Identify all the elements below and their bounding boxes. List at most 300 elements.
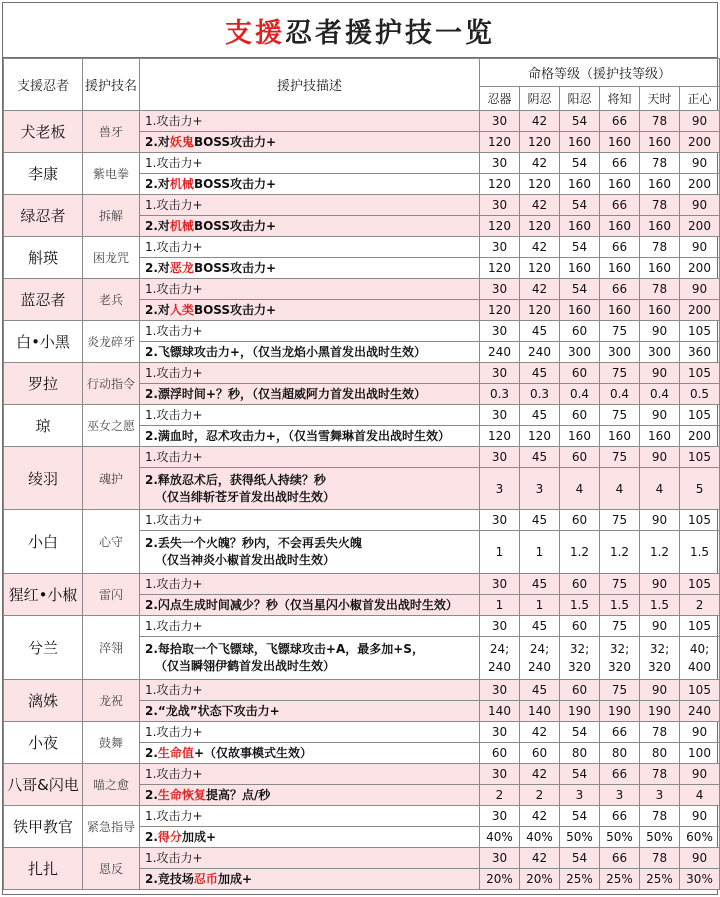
level-value: 1.5 — [640, 595, 680, 616]
level-value: 90 — [680, 237, 720, 258]
skill-description — [140, 111, 480, 132]
skill-description — [140, 384, 480, 405]
description-text: BOSS攻击力+ — [193, 260, 277, 275]
ninja-name: 李康 — [4, 153, 83, 195]
description-text: 1.攻击力+ — [145, 113, 203, 128]
level-value: 240 — [480, 342, 520, 363]
header-level-5: 正心 — [680, 87, 720, 111]
level-value: 42 — [520, 237, 560, 258]
title-part2: 忍者援护技一览 — [285, 17, 495, 49]
level-value: 54 — [560, 806, 600, 827]
highlight-text: 忍币 — [193, 871, 218, 886]
level-value: 30 — [480, 510, 520, 531]
level-value: 4 — [560, 468, 600, 510]
level-value: 360 — [680, 342, 720, 363]
skill-name: 鼓舞 — [83, 722, 140, 764]
ninja-name: 小白 — [4, 510, 83, 574]
skill-description — [140, 827, 480, 848]
ninja-name: 扎扎 — [4, 848, 83, 890]
description-text: 2.对 — [145, 134, 170, 149]
level-value: 42 — [520, 279, 560, 300]
level-value: 1 — [520, 595, 560, 616]
level-value: 160 — [560, 132, 600, 153]
level-value: 30 — [480, 405, 520, 426]
level-value: 1.2 — [560, 531, 600, 574]
description-text: 2.竞技场 — [145, 871, 194, 886]
skill-description — [140, 722, 480, 743]
ninja-name: 兮兰 — [4, 616, 83, 680]
skill-name: 雷闪 — [83, 574, 140, 616]
level-value: 90 — [680, 279, 720, 300]
description-text: 2.丢失一个火魄？秒内，不会再丢失火魄 — [145, 536, 362, 550]
level-value: 30% — [680, 869, 720, 890]
level-value: 100 — [680, 743, 720, 764]
level-value: 50% — [600, 827, 640, 848]
level-value: 45 — [520, 680, 560, 701]
level-value: 32; 320 — [600, 637, 640, 680]
skill-description — [140, 447, 480, 468]
level-value: 4 — [600, 468, 640, 510]
table-row — [4, 405, 720, 426]
description-text: 1.攻击力+ — [145, 682, 203, 697]
header-level-group: 命格等级（援护技等级） — [480, 59, 720, 87]
ninja-name: 琼 — [4, 405, 83, 447]
level-value: 60 — [560, 510, 600, 531]
level-value: 160 — [560, 216, 600, 237]
skill-description — [140, 216, 480, 237]
table-row — [4, 574, 720, 595]
level-value: 60 — [560, 680, 600, 701]
table-row — [4, 111, 720, 132]
level-value: 42 — [520, 722, 560, 743]
level-value: 45 — [520, 574, 560, 595]
description-text: BOSS攻击力+ — [193, 302, 277, 317]
level-value: 240 — [520, 342, 560, 363]
level-value: 80 — [640, 743, 680, 764]
ninja-name: 罗拉 — [4, 363, 83, 405]
level-value: 160 — [560, 300, 600, 321]
highlight-text: 妖鬼 — [169, 134, 194, 149]
table-row — [4, 848, 720, 869]
skill-description — [140, 764, 480, 785]
level-value: 45 — [520, 321, 560, 342]
description-text: 1.攻击力+ — [145, 155, 203, 170]
skill-description — [140, 426, 480, 447]
skill-description — [140, 680, 480, 701]
skill-description — [140, 279, 480, 300]
level-value: 160 — [600, 426, 640, 447]
level-value: 160 — [600, 258, 640, 279]
level-value: 105 — [680, 510, 720, 531]
support-skill-table — [3, 58, 720, 890]
level-value: 42 — [520, 153, 560, 174]
level-value: 160 — [640, 132, 680, 153]
skill-description — [140, 869, 480, 890]
skill-name: 淬翎 — [83, 616, 140, 680]
level-value: 78 — [640, 806, 680, 827]
level-value: 30 — [480, 153, 520, 174]
level-value: 24; 240 — [480, 637, 520, 680]
skill-name: 巫女之愿 — [83, 405, 140, 447]
level-value: 90 — [680, 848, 720, 869]
level-value: 200 — [680, 174, 720, 195]
level-value: 40; 400 — [680, 637, 720, 680]
skill-description — [140, 405, 480, 426]
description-text: 2.“龙战”状态下攻击力+ — [145, 703, 280, 718]
header-level-1: 阴忍 — [520, 87, 560, 111]
level-value: 75 — [600, 321, 640, 342]
level-value: 2 — [520, 785, 560, 806]
skill-description — [140, 258, 480, 279]
level-value: 90 — [640, 616, 680, 637]
level-value: 160 — [600, 174, 640, 195]
level-value: 160 — [600, 216, 640, 237]
level-value: 40% — [480, 827, 520, 848]
level-value: 80 — [560, 743, 600, 764]
skill-description — [140, 785, 480, 806]
skill-description — [140, 300, 480, 321]
level-value: 60 — [560, 363, 600, 384]
level-value: 140 — [520, 701, 560, 722]
level-value: 120 — [480, 174, 520, 195]
level-value: 54 — [560, 237, 600, 258]
level-value: 190 — [640, 701, 680, 722]
level-value: 2 — [680, 595, 720, 616]
ninja-name: 小夜 — [4, 722, 83, 764]
description-text: BOSS攻击力+ — [193, 218, 277, 233]
description-text: 2. — [145, 745, 158, 760]
table-row — [4, 153, 720, 174]
level-value: 240 — [680, 701, 720, 722]
level-value: 30 — [480, 574, 520, 595]
description-text: 1.攻击力+ — [145, 724, 203, 739]
level-value: 66 — [600, 153, 640, 174]
table-row — [4, 806, 720, 827]
level-value: 105 — [680, 321, 720, 342]
description-text: 2.飞镖球攻击力+，（仅当龙焰小黑首发出战时生效） — [145, 344, 426, 359]
level-value: 190 — [600, 701, 640, 722]
description-note: （仅当绯斩苍牙首发出战时生效） — [155, 489, 336, 504]
table-body — [4, 111, 720, 890]
level-value: 120 — [480, 426, 520, 447]
level-value: 54 — [560, 722, 600, 743]
level-value: 60 — [560, 616, 600, 637]
level-value: 78 — [640, 722, 680, 743]
level-value: 2 — [480, 785, 520, 806]
skill-name: 龙祝 — [83, 680, 140, 722]
skill-description — [140, 616, 480, 637]
highlight-text: 生命恢复 — [157, 787, 206, 802]
level-value: 90 — [680, 153, 720, 174]
level-value: 140 — [480, 701, 520, 722]
description-text: 提高？点/秒 — [205, 787, 271, 802]
level-value: 90 — [680, 195, 720, 216]
level-value: 90 — [640, 405, 680, 426]
description-text: 2.释放忍术后，获得纸人持续？秒 — [145, 472, 326, 487]
description-text: 1.攻击力+ — [145, 239, 203, 254]
ninja-name: 绫羽 — [4, 447, 83, 510]
skill-name: 拆解 — [83, 195, 140, 237]
level-value: 0.4 — [560, 384, 600, 405]
highlight-text: 机械 — [169, 176, 194, 191]
description-text: 1.攻击力+ — [145, 449, 203, 464]
level-value: 120 — [480, 132, 520, 153]
level-value: 1 — [480, 595, 520, 616]
level-value: 3 — [640, 785, 680, 806]
skill-name: 困龙咒 — [83, 237, 140, 279]
level-value: 1 — [480, 531, 520, 574]
level-value: 78 — [640, 153, 680, 174]
skill-description — [140, 132, 480, 153]
level-value: 54 — [560, 279, 600, 300]
level-value: 54 — [560, 195, 600, 216]
level-value: 90 — [640, 510, 680, 531]
description-text: 2.闪点生成时间减少？秒（仅当星闪小椒首发出战时生效） — [145, 597, 458, 612]
level-value: 200 — [680, 300, 720, 321]
level-value: 160 — [640, 300, 680, 321]
level-value: 78 — [640, 279, 680, 300]
header-level-3: 将知 — [600, 87, 640, 111]
description-text: 1.攻击力+ — [145, 512, 203, 527]
level-value: 200 — [680, 426, 720, 447]
header-skill: 援护技名 — [83, 59, 140, 111]
level-value: 30 — [480, 680, 520, 701]
level-value: 42 — [520, 806, 560, 827]
level-value: 105 — [680, 363, 720, 384]
level-value: 60 — [560, 405, 600, 426]
description-text: 1.攻击力+ — [145, 323, 203, 338]
level-value: 120 — [480, 216, 520, 237]
level-value: 75 — [600, 680, 640, 701]
level-value: 32; 320 — [640, 637, 680, 680]
page-frame — [2, 2, 718, 895]
level-value: 66 — [600, 848, 640, 869]
level-value: 42 — [520, 111, 560, 132]
level-value: 40% — [520, 827, 560, 848]
level-value: 25% — [560, 869, 600, 890]
level-value: 120 — [520, 132, 560, 153]
level-value: 3 — [520, 468, 560, 510]
table-row — [4, 616, 720, 637]
level-value: 120 — [520, 216, 560, 237]
skill-description — [140, 153, 480, 174]
skill-description — [140, 342, 480, 363]
highlight-text: 生命值 — [157, 745, 194, 760]
description-text: 1.攻击力+ — [145, 808, 203, 823]
skill-name: 炎龙碎牙 — [83, 321, 140, 363]
level-value: 90 — [640, 680, 680, 701]
description-text: 2. — [145, 787, 158, 802]
highlight-text: 恶龙 — [169, 260, 194, 275]
skill-description — [140, 363, 480, 384]
skill-name: 行动指令 — [83, 363, 140, 405]
level-value: 78 — [640, 764, 680, 785]
level-value: 75 — [600, 510, 640, 531]
level-value: 1.5 — [600, 595, 640, 616]
level-value: 4 — [680, 785, 720, 806]
level-value: 160 — [600, 132, 640, 153]
level-value: 78 — [640, 848, 680, 869]
level-value: 60 — [560, 321, 600, 342]
level-value: 120 — [520, 174, 560, 195]
table-row — [4, 510, 720, 531]
skill-name: 心守 — [83, 510, 140, 574]
description-text: 2.对 — [145, 302, 170, 317]
level-value: 120 — [480, 258, 520, 279]
table-row — [4, 279, 720, 300]
skill-description — [140, 743, 480, 764]
level-value: 1.5 — [560, 595, 600, 616]
level-value: 75 — [600, 574, 640, 595]
level-value: 20% — [520, 869, 560, 890]
level-value: 105 — [680, 616, 720, 637]
level-value: 50% — [640, 827, 680, 848]
description-note: （仅当瞬翎伊鹤首发出战时生效） — [155, 659, 336, 673]
level-value: 30 — [480, 722, 520, 743]
level-value: 30 — [480, 363, 520, 384]
level-value: 30 — [480, 237, 520, 258]
level-value: 1.2 — [640, 531, 680, 574]
level-value: 45 — [520, 510, 560, 531]
level-value: 30 — [480, 447, 520, 468]
highlight-text: 人类 — [169, 302, 194, 317]
level-value: 30 — [480, 848, 520, 869]
skill-description — [140, 637, 480, 680]
level-value: 0.5 — [680, 384, 720, 405]
level-value: 1 — [520, 531, 560, 574]
level-value: 4 — [640, 468, 680, 510]
level-value: 90 — [680, 111, 720, 132]
level-value: 300 — [560, 342, 600, 363]
level-value: 30 — [480, 279, 520, 300]
skill-name: 紧急指导 — [83, 806, 140, 848]
level-value: 60 — [560, 574, 600, 595]
highlight-text: 得分 — [157, 829, 182, 844]
level-value: 30 — [480, 764, 520, 785]
level-value: 90 — [680, 764, 720, 785]
description-text: 2.漂浮时间+？秒，（仅当超威阿力首发出战时生效） — [145, 386, 426, 401]
level-value: 30 — [480, 616, 520, 637]
table-row — [4, 722, 720, 743]
ninja-name: 蓝忍者 — [4, 279, 83, 321]
ninja-name: 漓姝 — [4, 680, 83, 722]
table-row — [4, 321, 720, 342]
header-desc: 援护技描述 — [140, 59, 480, 111]
ninja-name: 绿忍者 — [4, 195, 83, 237]
description-text: 1.攻击力+ — [145, 850, 203, 865]
level-value: 54 — [560, 153, 600, 174]
level-value: 105 — [680, 447, 720, 468]
level-value: 42 — [520, 195, 560, 216]
level-value: 120 — [520, 300, 560, 321]
skill-name: 紫电拳 — [83, 153, 140, 195]
level-value: 75 — [600, 447, 640, 468]
level-value: 160 — [640, 426, 680, 447]
level-value: 32; 320 — [560, 637, 600, 680]
page-title — [3, 3, 717, 58]
level-value: 30 — [480, 321, 520, 342]
level-value: 0.3 — [520, 384, 560, 405]
level-value: 24; 240 — [520, 637, 560, 680]
level-value: 54 — [560, 111, 600, 132]
skill-name: 兽牙 — [83, 111, 140, 153]
description-text: 加成+ — [217, 871, 252, 886]
level-value: 60% — [680, 827, 720, 848]
header-level-4: 天时 — [640, 87, 680, 111]
skill-description — [140, 595, 480, 616]
level-value: 90 — [640, 321, 680, 342]
level-value: 0.4 — [640, 384, 680, 405]
skill-description — [140, 531, 480, 574]
level-value: 120 — [480, 300, 520, 321]
level-value: 120 — [520, 258, 560, 279]
ninja-name: 犬老板 — [4, 111, 83, 153]
header-level-0: 忍器 — [480, 87, 520, 111]
skill-description — [140, 195, 480, 216]
description-text: 1.攻击力+ — [145, 197, 203, 212]
header-ninja: 支援忍者 — [4, 59, 83, 111]
description-text: 加成+ — [181, 829, 216, 844]
table-row — [4, 764, 720, 785]
level-value: 3 — [480, 468, 520, 510]
description-text: 2.对 — [145, 260, 170, 275]
skill-description — [140, 237, 480, 258]
ninja-name: 斛瑛 — [4, 237, 83, 279]
skill-description — [140, 701, 480, 722]
level-value: 30 — [480, 195, 520, 216]
level-value: 75 — [600, 616, 640, 637]
table-row — [4, 680, 720, 701]
description-text: BOSS攻击力+ — [193, 134, 277, 149]
skill-description — [140, 321, 480, 342]
level-value: 300 — [640, 342, 680, 363]
level-value: 42 — [520, 764, 560, 785]
description-text: 2. — [145, 829, 158, 844]
level-value: 20% — [480, 869, 520, 890]
description-text: 1.攻击力+ — [145, 365, 203, 380]
level-value: 75 — [600, 363, 640, 384]
level-value: 60 — [560, 447, 600, 468]
level-value: 0.3 — [480, 384, 520, 405]
level-value: 0.4 — [600, 384, 640, 405]
level-value: 190 — [560, 701, 600, 722]
description-text: 1.攻击力+ — [145, 281, 203, 296]
level-value: 3 — [600, 785, 640, 806]
level-value: 90 — [640, 574, 680, 595]
level-value: 45 — [520, 616, 560, 637]
level-value: 66 — [600, 722, 640, 743]
level-value: 30 — [480, 111, 520, 132]
table-row — [4, 447, 720, 468]
description-text: +（仅故事模式生效） — [193, 745, 312, 760]
level-value: 200 — [680, 216, 720, 237]
description-text: 1.攻击力+ — [145, 618, 203, 633]
level-value: 90 — [680, 806, 720, 827]
skill-description — [140, 174, 480, 195]
level-value: 30 — [480, 806, 520, 827]
level-value: 25% — [640, 869, 680, 890]
header-level-2: 阳忍 — [560, 87, 600, 111]
level-value: 66 — [600, 195, 640, 216]
description-text: BOSS攻击力+ — [193, 176, 277, 191]
table-row — [4, 195, 720, 216]
skill-name: 魂护 — [83, 447, 140, 510]
level-value: 78 — [640, 237, 680, 258]
level-value: 66 — [600, 806, 640, 827]
level-value: 60 — [520, 743, 560, 764]
skill-description — [140, 806, 480, 827]
level-value: 90 — [640, 447, 680, 468]
